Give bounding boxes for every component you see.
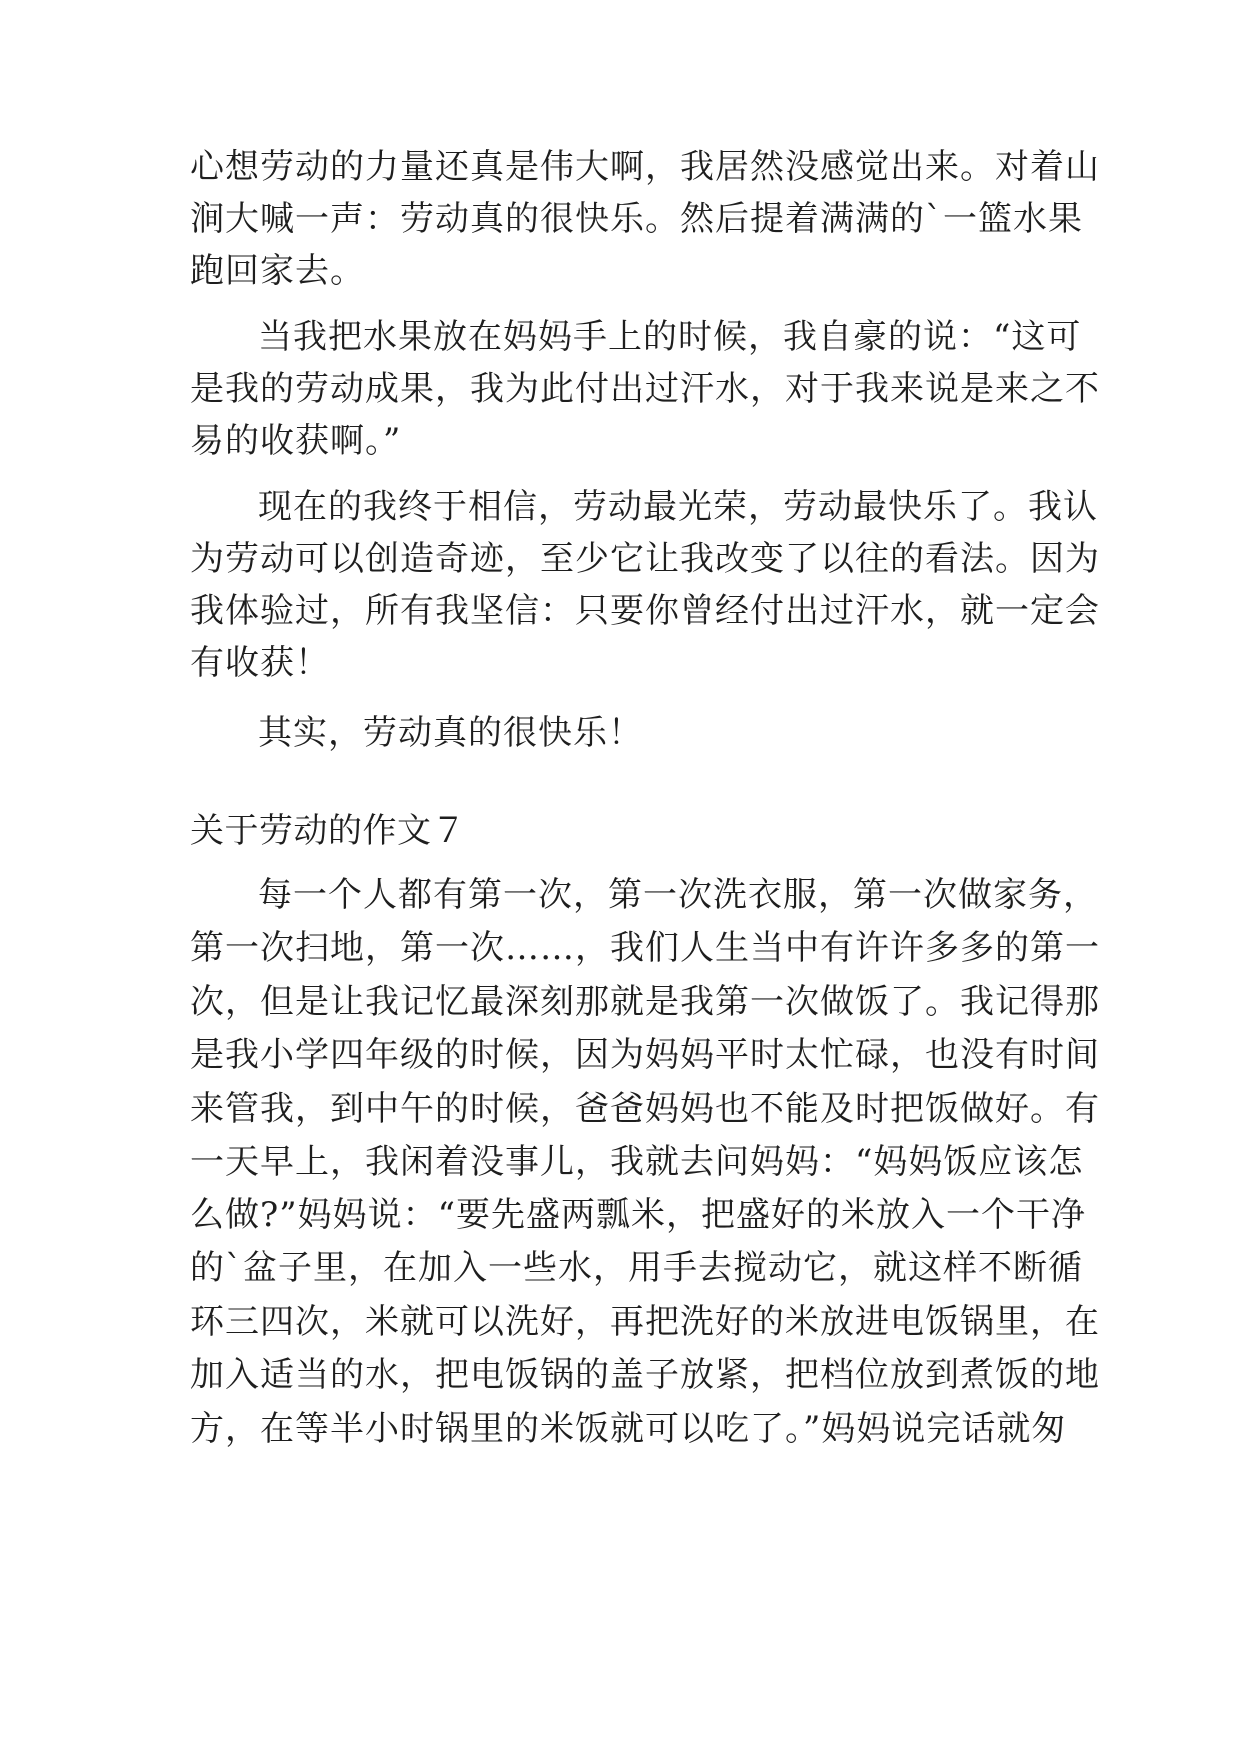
- text-line: 为劳动可以创造奇迹，至少它让我改变了以往的看法。因为: [190, 539, 1100, 579]
- text-line: 来管我，到中午的时候，爸爸妈妈也不能及时把饭做好。有: [190, 1089, 1100, 1129]
- text-line: 跑回家去。: [190, 251, 365, 291]
- text-line: 易的收获啊。”: [190, 421, 402, 461]
- text-line: 次，但是让我记忆最深刻那就是我第一次做饭了。我记得那: [190, 982, 1100, 1022]
- text-line: 我体验过，所有我坚信：只要你曾经付出过汗水，就一定会: [190, 591, 1100, 631]
- text-line: 涧大喊一声：劳动真的很快乐。然后提着满满的`一篮水果: [190, 199, 1083, 239]
- paragraph-first-line: 其实，劳动真的很快乐！: [258, 713, 643, 753]
- text-line: 方，在等半小时锅里的米饭就可以吃了。”妈妈说完话就匆: [190, 1409, 1067, 1449]
- text-line: 有收获！: [190, 643, 330, 683]
- section-heading: 关于劳动的作文７: [190, 811, 466, 851]
- text-line: 的`盆子里，在加入一些水，用手去搅动它，就这样不断循: [190, 1248, 1083, 1288]
- text-line: 加入适当的水，把电饭锅的盖子放紧，把档位放到煮饭的地: [190, 1355, 1100, 1395]
- text-line: 心想劳动的力量还真是伟大啊，我居然没感觉出来。对着山: [190, 147, 1100, 187]
- paragraph-first-line: 每一个人都有第一次，第一次洗衣服，第一次做家务，: [258, 875, 1098, 915]
- text-line: 环三四次，米就可以洗好，再把洗好的米放进电饭锅里，在: [190, 1302, 1100, 1342]
- text-line: 是我小学四年级的时候，因为妈妈平时太忙碌，也没有时间: [190, 1035, 1100, 1075]
- paragraph-first-line: 当我把水果放在妈妈手上的时候，我自豪的说：“这可: [258, 317, 1082, 357]
- text-line: 是我的劳动成果，我为此付出过汗水，对于我来说是来之不: [190, 369, 1100, 409]
- text-line: 一天早上，我闲着没事儿，我就去问妈妈：“妈妈饭应该怎: [190, 1142, 1084, 1182]
- text-line: 第一次扫地，第一次……，我们人生当中有许许多多的第一: [190, 928, 1100, 968]
- text-line: 么做?”妈妈说：“要先盛两瓢米，把盛好的米放入一个干净: [190, 1195, 1086, 1235]
- paragraph-first-line: 现在的我终于相信，劳动最光荣，劳动最快乐了。我认: [258, 487, 1098, 527]
